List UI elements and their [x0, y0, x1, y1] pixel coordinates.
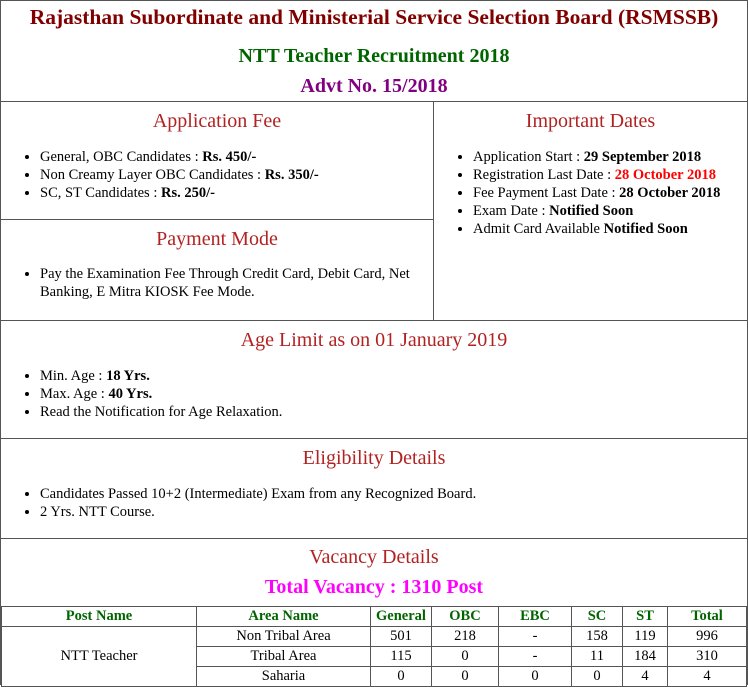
- fee-dates-row: [1, 102, 747, 321]
- important-dates-section: [434, 102, 747, 320]
- table-cell: 184: [623, 647, 668, 667]
- vacancy-section: [1, 539, 747, 606]
- total-vacancy: Total Vacancy : 1310 Post: [264, 576, 484, 598]
- fee-label: Non Creamy Layer OBC Candidates :: [40, 167, 265, 183]
- page-title: Rajasthan Subordinate and Ministerial Service Selection Board (RSMSSB): [29, 5, 719, 29]
- date-label: Exam Date :: [473, 203, 550, 219]
- table-cell: 0: [572, 667, 623, 687]
- fee-label: General, OBC Candidates :: [40, 149, 203, 165]
- age-label: Min. Age :: [40, 368, 107, 384]
- age-limit-section: [1, 321, 747, 439]
- table-row: [2, 627, 747, 647]
- list-item: [473, 166, 747, 184]
- date-value: 28 October 2018: [619, 185, 721, 201]
- list-item: [473, 202, 747, 220]
- left-column: [1, 102, 434, 320]
- age-limit-heading: Age Limit as on 01 January 2019: [240, 329, 508, 351]
- col-ebc: EBC: [499, 607, 572, 627]
- list-item: [40, 148, 433, 166]
- recruitment-subtitle: NTT Teacher Recruitment 2018: [238, 45, 510, 67]
- date-value: Notified Soon: [549, 203, 634, 219]
- application-fee-section: [1, 102, 433, 220]
- date-value: 28 October 2018: [614, 167, 716, 183]
- col-total: Total: [668, 607, 747, 627]
- fee-value: Rs. 350/-: [264, 167, 319, 183]
- date-label: Admit Card Available: [473, 221, 604, 237]
- age-value: 40 Yrs.: [108, 386, 153, 402]
- table-cell: 0: [499, 667, 572, 687]
- payment-mode-list: [1, 265, 433, 301]
- important-dates-list: [434, 148, 747, 238]
- table-cell: 158: [572, 627, 623, 647]
- table-cell: 4: [668, 667, 747, 687]
- col-obc: OBC: [432, 607, 499, 627]
- table-header-row: [2, 607, 747, 627]
- application-fee-list: [1, 148, 433, 202]
- application-fee-heading: Application Fee: [152, 110, 282, 132]
- important-dates-heading: Important Dates: [525, 110, 656, 132]
- payment-mode-section: [1, 220, 433, 320]
- post-name-cell: NTT Teacher: [2, 627, 197, 687]
- list-item: [473, 148, 747, 166]
- table-cell: 11: [572, 647, 623, 667]
- list-item: [40, 184, 433, 202]
- table-cell: 310: [668, 647, 747, 667]
- table-cell: 0: [432, 647, 499, 667]
- fee-value: Rs. 250/-: [160, 185, 215, 201]
- table-cell: 501: [371, 627, 432, 647]
- fee-value: Rs. 450/-: [202, 149, 257, 165]
- list-item: • 2 Yrs. NTT Course.: [40, 503, 747, 521]
- date-value: Notified Soon: [603, 221, 688, 237]
- vacancy-table: [1, 606, 747, 687]
- table-cell: 996: [668, 627, 747, 647]
- eligibility-list: [1, 485, 747, 521]
- advertisement-number: Advt No. 15/2018: [300, 75, 448, 97]
- table-cell: Saharia: [197, 667, 371, 687]
- table-cell: -: [499, 627, 572, 647]
- list-item: [40, 385, 747, 403]
- date-label: Registration Last Date :: [473, 167, 615, 183]
- list-item: [473, 184, 747, 202]
- list-item: [40, 367, 747, 385]
- table-cell: 4: [623, 667, 668, 687]
- list-item: • Pay the Examination Fee Through Credit Card, Debit Card, Net Banking, E Mitra KIOSK Fee Mode.: [40, 265, 427, 301]
- eligibility-section: [1, 439, 747, 539]
- table-cell: Tribal Area: [197, 647, 371, 667]
- col-st: ST: [623, 607, 668, 627]
- age-limit-list: [1, 367, 747, 421]
- date-label: Fee Payment Last Date :: [473, 185, 620, 201]
- col-general: General: [371, 607, 432, 627]
- date-value: 29 September 2018: [583, 149, 702, 165]
- table-cell: 115: [371, 647, 432, 667]
- age-label: Max. Age :: [40, 386, 109, 402]
- table-cell: 119: [623, 627, 668, 647]
- list-item: [40, 166, 433, 184]
- eligibility-heading: Eligibility Details: [302, 447, 446, 469]
- header: [1, 1, 747, 102]
- table-cell: 0: [432, 667, 499, 687]
- list-item: [473, 220, 747, 238]
- table-cell: -: [499, 647, 572, 667]
- age-value: 18 Yrs.: [106, 368, 150, 384]
- table-cell: 0: [371, 667, 432, 687]
- list-item: • Read the Notification for Age Relaxation.: [40, 403, 747, 421]
- vacancy-heading: Vacancy Details: [309, 546, 439, 568]
- date-label: Application Start :: [473, 149, 584, 165]
- col-sc: SC: [572, 607, 623, 627]
- fee-label: SC, ST Candidates :: [40, 185, 161, 201]
- table-cell: Non Tribal Area: [197, 627, 371, 647]
- payment-mode-heading: Payment Mode: [156, 228, 278, 250]
- col-area-name: Area Name: [197, 607, 371, 627]
- col-post-name: Post Name: [2, 607, 197, 627]
- list-item: • Candidates Passed 10+2 (Intermediate) Exam from any Recognized Board.: [40, 485, 747, 503]
- table-cell: 218: [432, 627, 499, 647]
